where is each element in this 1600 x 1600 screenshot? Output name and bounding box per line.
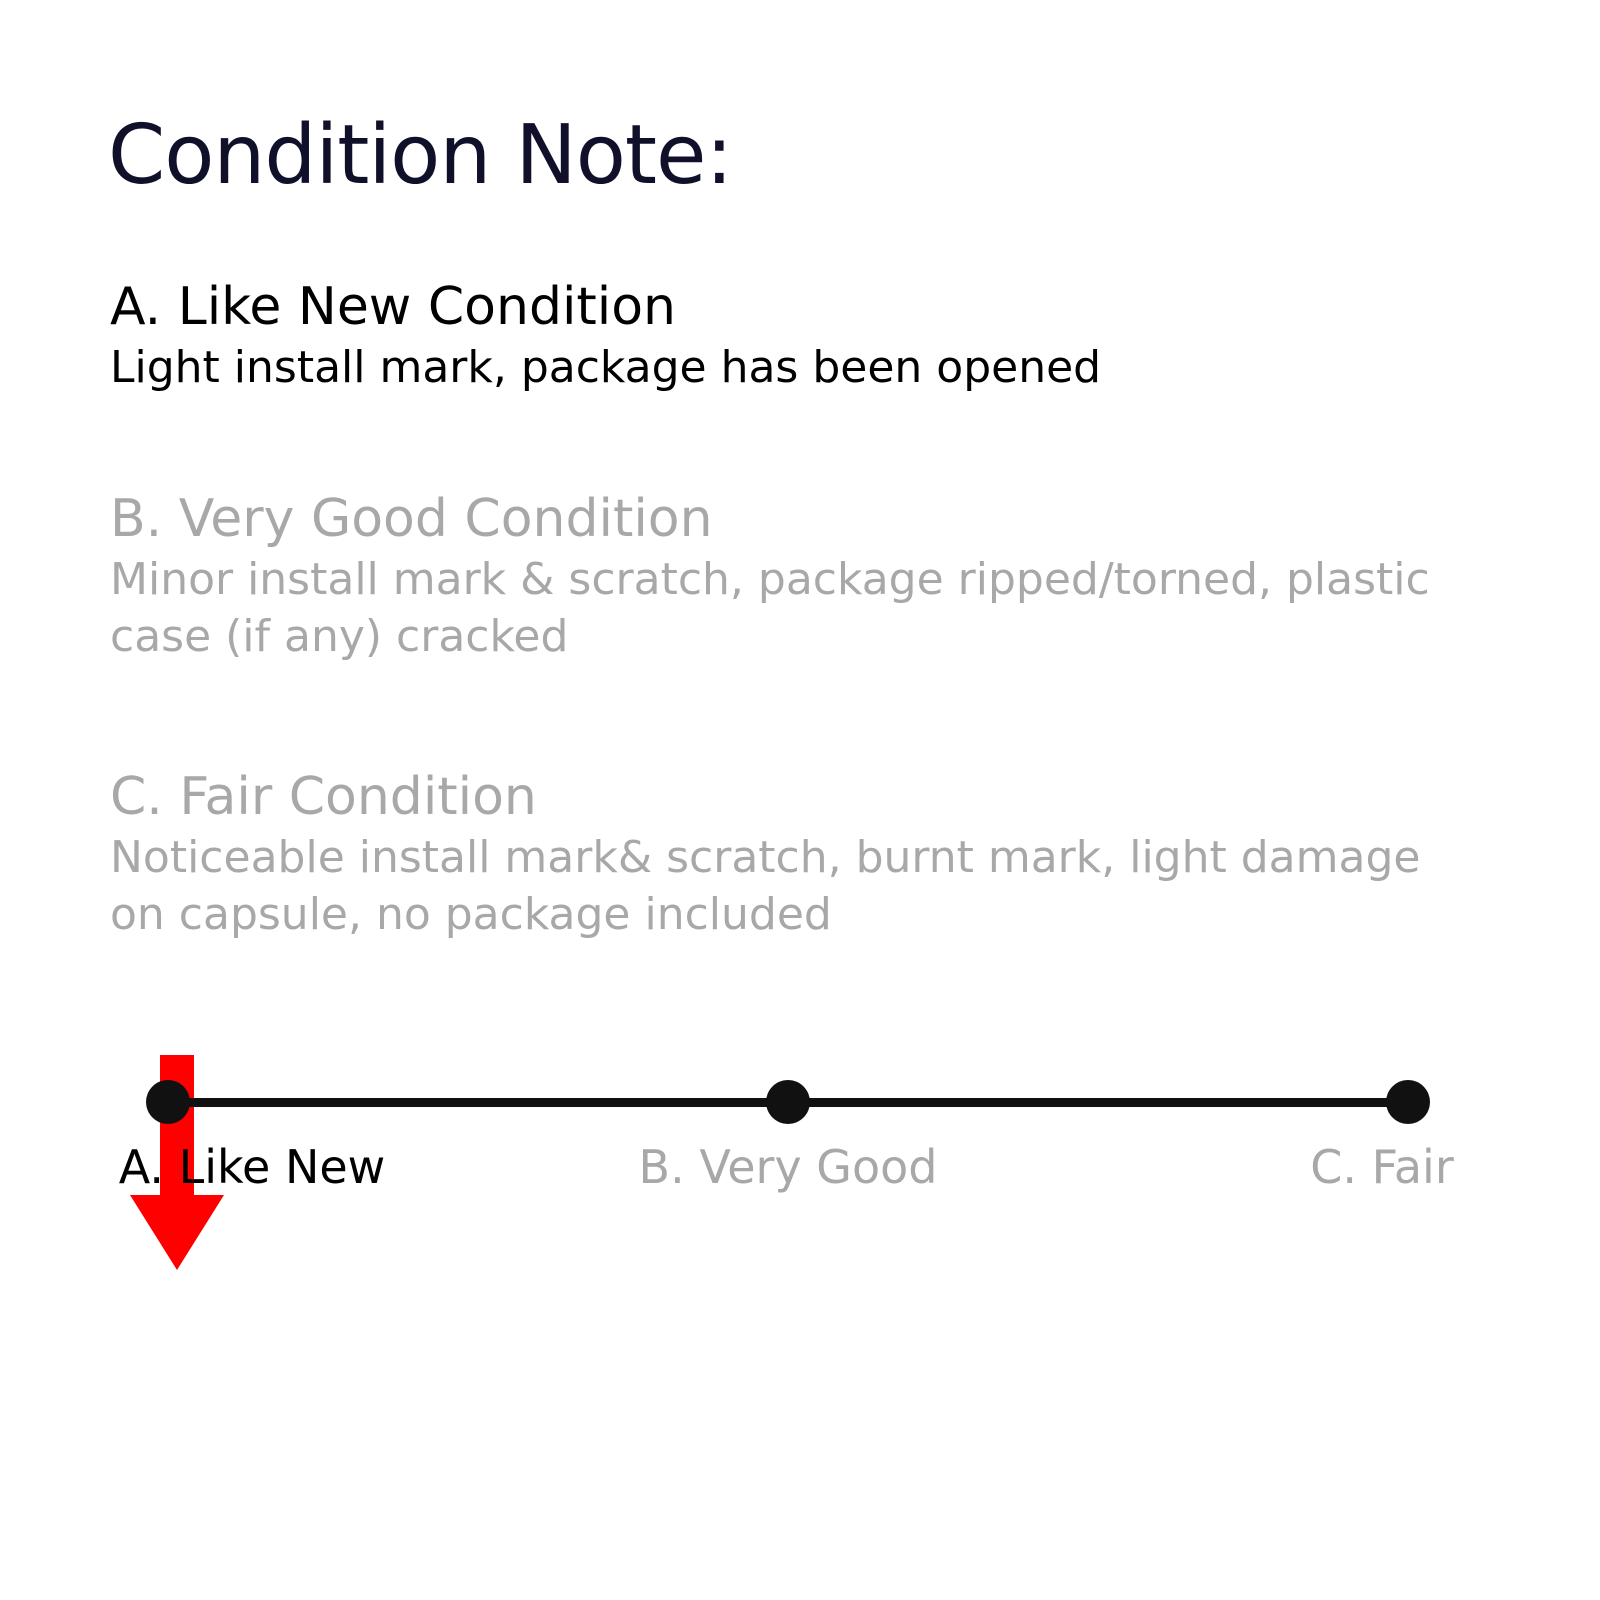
condition-block-a	[110, 278, 1510, 397]
scale-label-b: B. Very Good	[638, 1140, 938, 1194]
condition-c-description: Noticeable install mark& scratch, burnt mark, light damage on capsule, no package included	[110, 832, 1421, 940]
condition-b-heading: B. Very Good Condition	[110, 489, 713, 549]
condition-a-heading: A. Like New Condition	[110, 277, 677, 337]
scale-label-c: C. Fair	[1310, 1140, 1454, 1194]
scale-node-a[interactable]	[146, 1080, 190, 1124]
condition-c-heading: C. Fair Condition	[110, 767, 537, 827]
scale-node-c[interactable]	[1386, 1080, 1430, 1124]
condition-block-c	[110, 768, 1510, 943]
page-title: Condition Note:	[108, 108, 733, 203]
condition-block-b	[110, 490, 1510, 665]
scale-label-a: A. Like New	[118, 1140, 386, 1194]
condition-a-description: Light install mark, package has been opened	[110, 342, 1102, 394]
scale-node-b[interactable]	[766, 1080, 810, 1124]
condition-b-description: Minor install mark & scratch, package ripped/torned, plastic case (if any) cracked	[110, 554, 1430, 662]
